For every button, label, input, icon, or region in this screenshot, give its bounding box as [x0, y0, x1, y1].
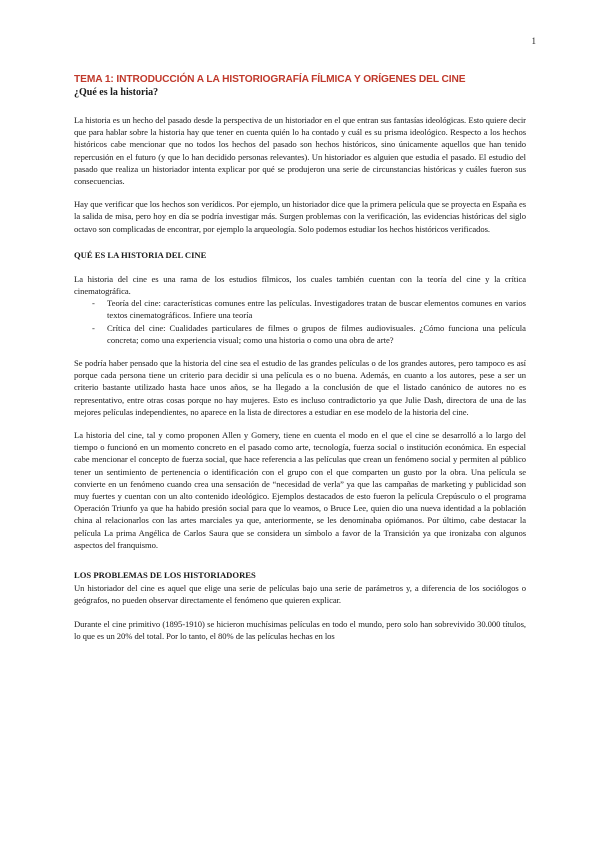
paragraph-7: Durante el cine primitivo (1895-1910) se hicieron muchísimas películas en todo el mundo, pero solo han sobrevivido 30.000 títulos, lo que es un 20% del total. Por lo tanto, el 80% de las películas hechas en los	[74, 618, 526, 641]
bullet-marker: -	[92, 298, 95, 309]
paragraph-6: Un historiador del cine es aquel que elige una serie de películas bajo una serie de parámetros y, a diferencia de los sociólogos o geógrafos, no pueden observar directamente el fenómeno que quieren explicar.	[74, 583, 526, 606]
paragraph-2: Hay que verificar que los hechos son verídicos. Por ejemplo, un historiador dice que la primera película que se proyecta en España es la salida de misa, pero hoy en día se podría investigar más. Surgen problemas con la verificación, las evidencias históricas del siglo octavo son complicadas de encontrar, por ejemplo la arqueología. Solo podemos estudiar los hechos históricos verificados.	[74, 199, 527, 234]
section-subtitle: ¿Qué es la historia?	[74, 87, 159, 98]
definition-list	[74, 297, 526, 346]
document-title: TEMA 1: INTRODUCCIÓN A LA HISTORIOGRAFÍA FÍLMICA Y ORÍGENES DEL CINE	[74, 74, 466, 85]
paragraph-5: La historia del cine, tal y como proponen Allen y Gomery, tiene en cuenta el modo en el que el cine se desarrolló a lo largo del tiempo o funcionó en un momento concreto en el pasado como arte, tecnología, fuerza social o institución económica. En especial cabe mencionar el concepto de fuerza social, que hace referencia a las películas que crean un fenómeno social y permiten al público tener un sentimiento de pertenencia o identificación con el grupo con el que comparten un gusto por la obra. Una película se convierte en un fenómeno cuando crea una sensación de “necesidad de verla” ya que las campañas de marketing y publicidad son muy fuertes y cuentan con un alto contenido ideológico. Ejemplos destacados de esto fueron la película Crepúsculo o el programa Operación Triunfo ya que ha habido presión social para que lo veamos, o Bruce Lee, quien dio una nueva identidad a la población china al relacionarlos con las artes marciales ya que, anteriormente, se les denominaba opiómanos. Por último, cabe destacar la película La prima Angélica de Carlos Saura que se considera un símbolo a favor de la Transición ya que ironizaba con algunos aspectos del franquismo.	[74, 430, 526, 550]
list-item	[74, 322, 526, 346]
section-heading-problemas: LOS PROBLEMAS DE LOS HISTORIADORES	[74, 570, 256, 581]
paragraph-1: La historia es un hecho del pasado desde la perspectiva de un historiador en el que entran sus fantasías ideológicas. Esto quiere decir que para hablar sobre la historia hay que tener en cuenta quién lo ha contado y cuál es su prisma ideológico. Respecto a los hechos históricos cabe mencionar que no todos los hechos del pasado son hechos históricos, sino únicamente aquellos que han tenido repercusión en el futuro (y que lo han decidido personas relevantes). Un historiador es alguien que estudia el pasado. El estudio del pasado que realiza un historiador intenta explicar por qué se produjeron una serie de circunstancias históricas y cuáles fueron sus consecuencias.	[74, 115, 526, 187]
paragraph-4: Se podría haber pensado que la historia del cine sea el estudio de las grandes películas o de los grandes autores, pero tampoco es así porque cada persona tiene un criterio para decidir si una película es o no buena. Además, en cuanto a los autores, pese a ser un criterio bastante utilizado hasta hace unos años, se ha llegado a la conclusión de que el listado canónico de autores no es representativo, entre otras cosas porque no hay mujeres. Esto es incluso contradictorio ya que Julie Dash, directora de una de las mejores películas independientes, no aparece en la lista de directores a estudiar en ese modelo de la historia del cine.	[74, 358, 526, 417]
bullet-marker: -	[92, 322, 95, 333]
list-item-text: Teoría del cine: características comunes entre las películas. Investigadores tratan de buscar elementos comunes en varios textos cinematográficos. Infiere una teoría	[107, 298, 526, 321]
list-item	[74, 297, 526, 321]
page-number: 1	[531, 36, 536, 46]
section-heading-historia-cine: QUÉ ES LA HISTORIA DEL CINE	[74, 249, 207, 260]
list-item-text: Crítica del cine: Cualidades particulares de filmes o grupos de filmes audiovisuales. ¿Cómo funciona una película concreta; como una experiencia visual; como una historia o como una obra de arte?	[107, 322, 526, 345]
paragraph-3: La historia del cine es una rama de los estudios fílmicos, los cuales también cuentan con la teoría del cine y la crítica cinematográfica.	[74, 273, 526, 297]
document-body	[74, 74, 526, 653]
